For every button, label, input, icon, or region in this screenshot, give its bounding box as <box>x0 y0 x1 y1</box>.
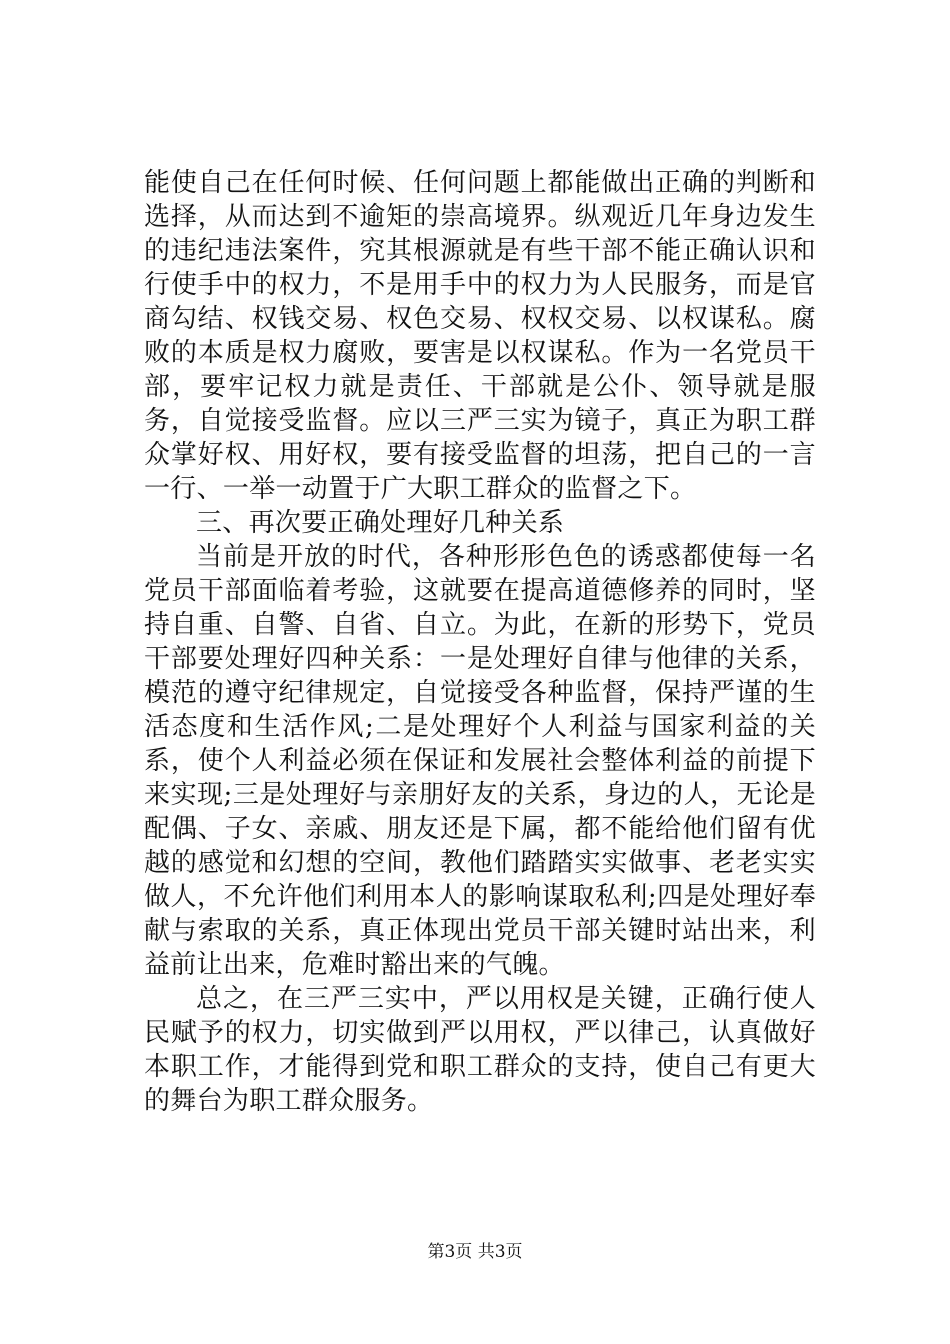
section-heading: 三、再次要正确处理好几种关系 <box>196 508 565 538</box>
paragraph-continuation: 能使自己在任何时候、任何问题上都能做出正确的判断和选择，从而达到不逾矩的崇高境界。纵观近几年身边发生的违纪违法案件，究其根源就是有些干部不能正确认识和行使手中的权力，不是用手中的权力为人民服务，而是官商勾结、权钱交易、权色交易、权权交易、以权谋私。腐败的本质是权力腐败，要害是以权谋私。作为一名党员干部，要牢记权力就是责任、干部就是公仆、领导就是服务，自觉接受监督。应以三严三实为镜子，真正为职工群众掌好权、用好权，要有接受监督的坦荡，把自己的一言一行、一举一动置于广大职工群众的监督之下。 <box>144 168 816 504</box>
document-body <box>144 166 816 1118</box>
paragraph-conclusion: 总之，在三严三实中，严以用权是关键，正确行使人民赋予的权力，切实做到严以用权，严以律己，认真做好本职工作，才能得到党和职工群众的支持，使自己有更大的舞台为职工群众服务。 <box>144 984 816 1116</box>
paragraph-relations: 当前是开放的时代，各种形形色色的诱惑都使每一名党员干部面临着考验，这就要在提高道德修养的同时，坚持自重、自警、自省、自立。为此，在新的形势下，党员干部要处理好四种关系：一是处理好自律与他律的关系，模范的遵守纪律规定，自觉接受各种监督，保持严谨的生活态度和生活作风;二是处理好个人利益与国家利益的关系，使个人利益必须在保证和发展社会整体利益的前提下来实现;三是处理好与亲朋好友的关系，身边的人，无论是配偶、子女、亲戚、朋友还是下属，都不能给他们留有优越的感觉和幻想的空间，教他们踏踏实实做事、老老实实做人，不允许他们利用本人的影响谋取私利;四是处理好奉献与索取的关系，真正体现出党员干部关键时站出来，利益前让出来，危难时豁出来的气魄。 <box>144 542 816 980</box>
page-footer: 第3页 共3页 <box>427 1242 523 1262</box>
